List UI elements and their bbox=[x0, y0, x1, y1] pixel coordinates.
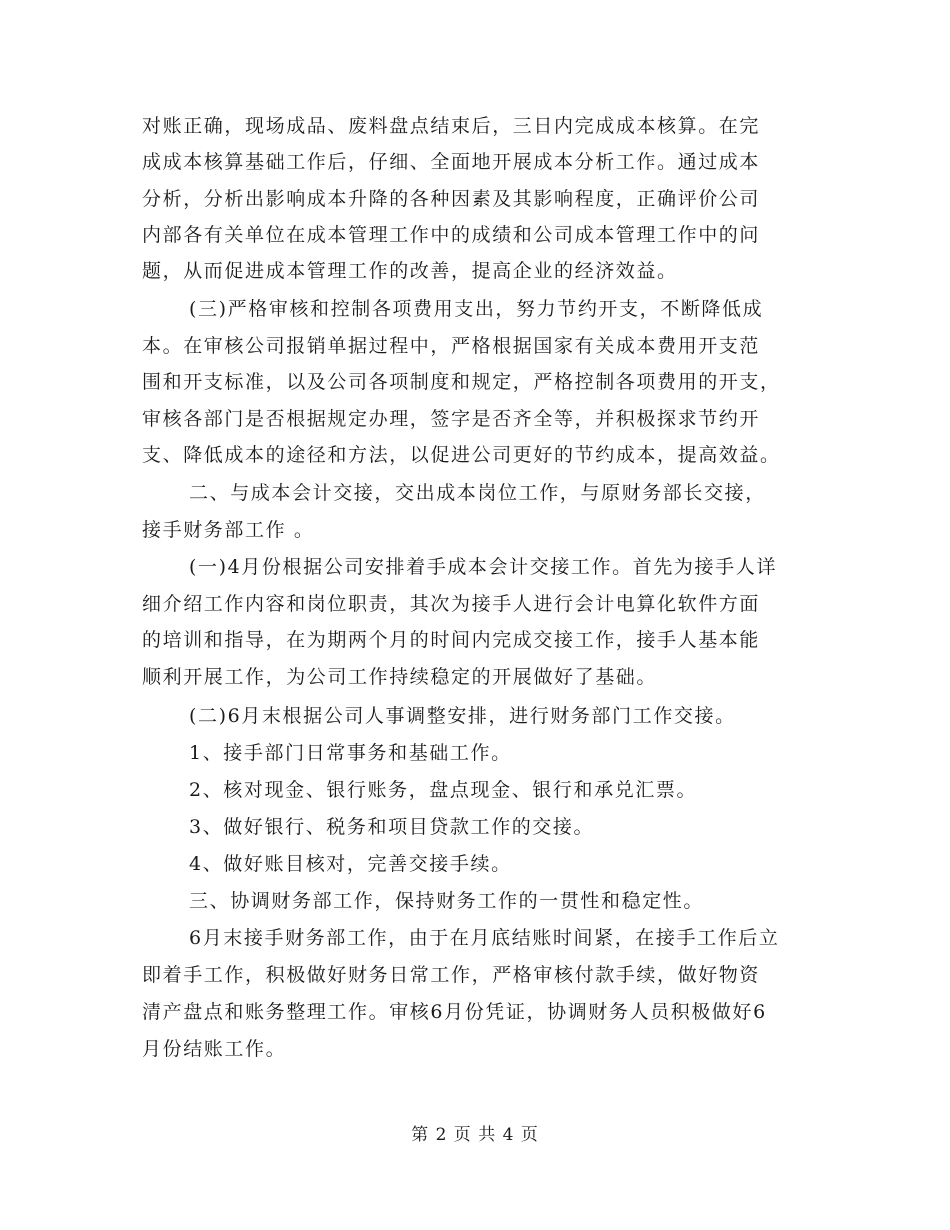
paragraph-line: (二)6月末根据公司人事调整安排，进行财务部门工作交接。 bbox=[189, 705, 736, 727]
paragraph-line: 的培训和指导，在为期两个月的时间内完成交接工作，接手人基本能 bbox=[142, 629, 761, 651]
list-item: 4、做好账目核对，完善交接手续。 bbox=[189, 853, 512, 875]
paragraph-line: 审核各部门是否根据规定办理，签字是否齐全等，并积极探求节约开 bbox=[142, 408, 761, 430]
paragraph-line: 清产盘点和账务整理工作。审核6月份凭证，协调财务人员积极做好6 bbox=[142, 1001, 767, 1023]
section-heading: 三、协调财务部工作，保持财务工作的一贯性和稳定性。 bbox=[189, 890, 705, 912]
paragraph-line: 顺利开展工作，为公司工作持续稳定的开展做好了基础。 bbox=[142, 666, 658, 688]
list-item: 2、核对现金、银行账务，盘点现金、银行和承兑汇票。 bbox=[189, 779, 698, 801]
paragraph-line: 分析，分析出影响成本升降的各种因素及其影响程度，正确评价公司 bbox=[142, 188, 761, 210]
paragraph-line: 细介绍工作内容和岗位职责，其次为接手人进行会计电算化软件方面 bbox=[142, 593, 761, 615]
paragraph-line: 题，从而促进成本管理工作的改善，提高企业的经济效益。 bbox=[142, 260, 678, 282]
list-item: 1、接手部门日常事务和基础工作。 bbox=[189, 742, 512, 764]
paragraph-line: 本。在审核公司报销单据过程中，严格根据国家有关成本费用开支范 bbox=[142, 335, 761, 357]
paragraph-line: 即着手工作，积极做好财务日常工作，严格审核付款手续，做好物资 bbox=[142, 964, 761, 986]
paragraph-line: 围和开支标准，以及公司各项制度和规定，严格控制各项费用的开支， bbox=[142, 371, 781, 393]
paragraph-line: (一)4月份根据公司安排着手成本会计交接工作。首先为接手人详 bbox=[189, 556, 777, 578]
section-heading: 接手财务部工作 。 bbox=[142, 519, 315, 541]
paragraph-line: 支、降低成本的途径和方法，以促进公司更好的节约成本，提高效益。 bbox=[142, 444, 781, 466]
paragraph-line: (三)严格审核和控制各项费用支出，努力节约开支，不断降低成 bbox=[189, 298, 764, 320]
paragraph-line: 月份结账工作。 bbox=[142, 1038, 287, 1060]
paragraph-line: 内部各有关单位在成本管理工作中的成绩和公司成本管理工作中的问 bbox=[142, 224, 761, 246]
page-number-footer: 第 2 页 共 4 页 bbox=[411, 1125, 539, 1145]
section-heading: 二、与成本会计交接，交出成本岗位工作，与原财务部长交接， bbox=[189, 482, 766, 504]
paragraph-line: 6月末接手财务部工作，由于在月底结账时间紧，在接手工作后立 bbox=[189, 927, 780, 949]
paragraph-line: 对账正确，现场成品、废料盘点结束后，三日内完成成本核算。在完 bbox=[142, 115, 761, 137]
list-item: 3、做好银行、税务和项目贷款工作的交接。 bbox=[189, 816, 595, 838]
paragraph-line: 成成本核算基础工作后，仔细、全面地开展成本分析工作。通过成本 bbox=[142, 151, 761, 173]
